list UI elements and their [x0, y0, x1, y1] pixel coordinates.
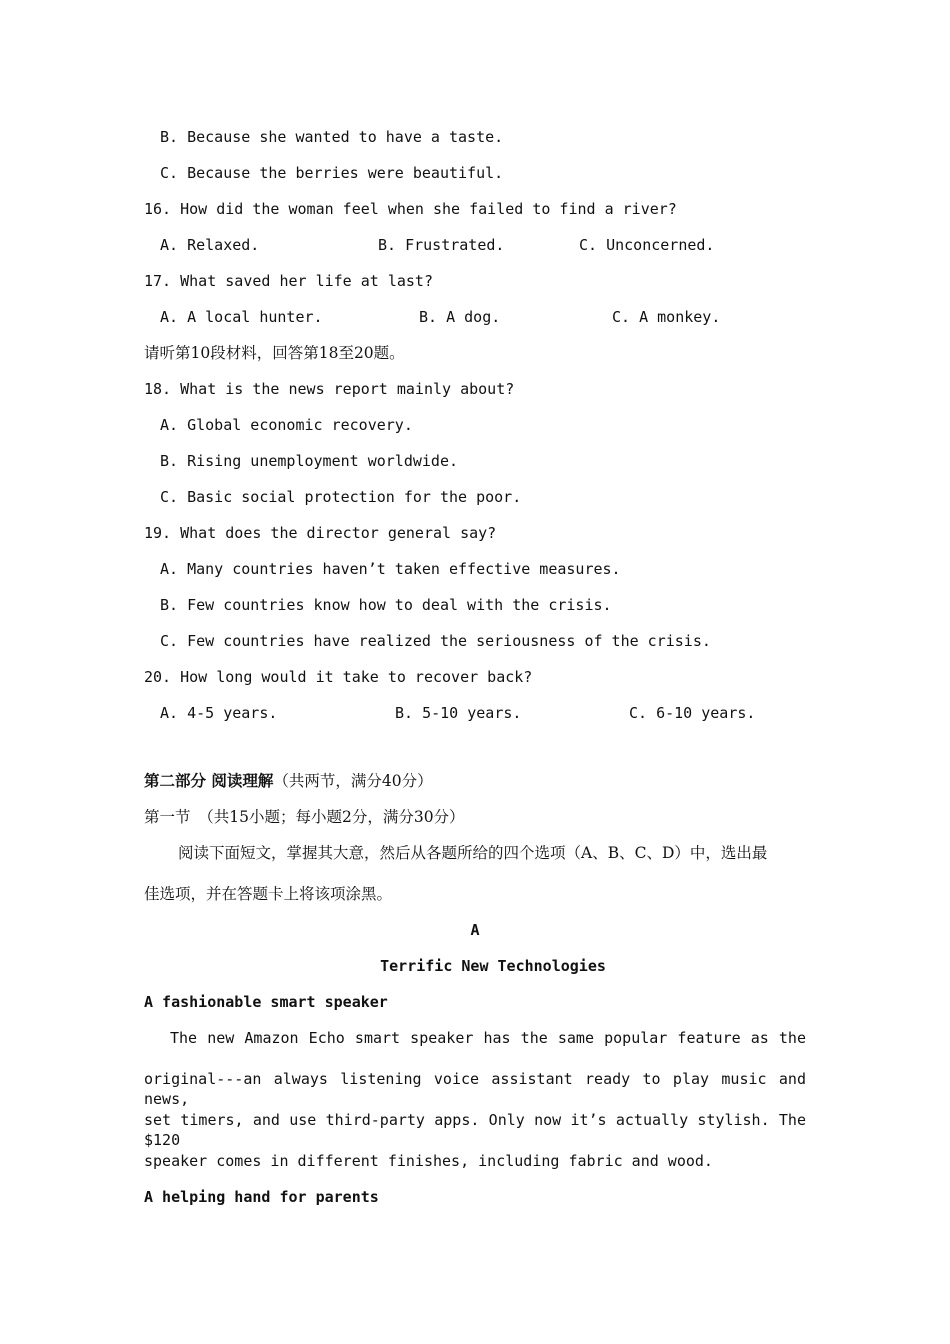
- q17-option-b: B. A dog.: [419, 308, 501, 326]
- passage-title: Terrific New Technologies: [380, 957, 606, 975]
- subheading-smart-speaker: A fashionable smart speaker: [144, 993, 388, 1011]
- q18-question: 18. What is the news report mainly about?: [144, 380, 515, 398]
- section10-instruction: 请听第10段材料，回答第18至20题。: [144, 344, 405, 362]
- paragraph-line: original---an always listening voice assistant ready to play music and news,: [144, 1070, 806, 1108]
- q19-option-b: B. Few countries know how to deal with the crisis.: [160, 596, 612, 614]
- q18-option-a: A. Global economic recovery.: [160, 416, 413, 434]
- paragraph-line: speaker comes in different finishes, including fabric and wood.: [144, 1152, 713, 1170]
- q17-option-c: C. A monkey.: [612, 308, 721, 326]
- q16-option-c: C. Unconcerned.: [579, 236, 715, 254]
- passage-letter: A: [470, 921, 480, 939]
- q20-option-c: C. 6-10 years.: [629, 704, 756, 722]
- reading-instruction-line2: 佳选项，并在答题卡上将该项涂黑。: [144, 885, 393, 903]
- part2-heading: [144, 771, 433, 791]
- part2-heading-score: （共两节，满分40分）: [273, 772, 433, 790]
- q19-option-a: A. Many countries haven’t taken effective measures.: [160, 560, 621, 578]
- q15-option-c: C. Because the berries were beautiful.: [160, 164, 504, 182]
- q17-question: 17. What saved her life at last?: [144, 272, 433, 290]
- q20-option-a: A. 4-5 years.: [160, 704, 278, 722]
- q15-option-b: B. Because she wanted to have a taste.: [160, 128, 504, 146]
- q18-option-c: C. Basic social protection for the poor.: [160, 488, 522, 506]
- q16-option-b: B. Frustrated.: [378, 236, 505, 254]
- reading-instruction-line1: 阅读下面短文，掌握其大意，然后从各题所给的四个选项（A、B、C、D）中，选出最: [178, 844, 768, 862]
- section1-heading: 第一节 （共15小题；每小题2分，满分30分）: [144, 808, 465, 826]
- subheading-helping-hand: A helping hand for parents: [144, 1188, 379, 1206]
- q17-option-a: A. A local hunter.: [160, 308, 323, 326]
- q16-option-a: A. Relaxed.: [160, 236, 260, 254]
- q16-question: 16. How did the woman feel when she failed to find a river?: [144, 200, 677, 218]
- part2-heading-title: 第二部分 阅读理解: [144, 771, 274, 790]
- q20-question: 20. How long would it take to recover back?: [144, 668, 533, 686]
- q19-question: 19. What does the director general say?: [144, 524, 497, 542]
- q20-option-b: B. 5-10 years.: [395, 704, 522, 722]
- paragraph-line: set timers, and use third-party apps. Only now it’s actually stylish. The $120: [144, 1111, 806, 1149]
- q19-option-c: C. Few countries have realized the seriousness of the crisis.: [160, 632, 711, 650]
- q18-option-b: B. Rising unemployment worldwide.: [160, 452, 459, 470]
- paragraph-line: The new Amazon Echo smart speaker has the same popular feature as the: [170, 1029, 806, 1047]
